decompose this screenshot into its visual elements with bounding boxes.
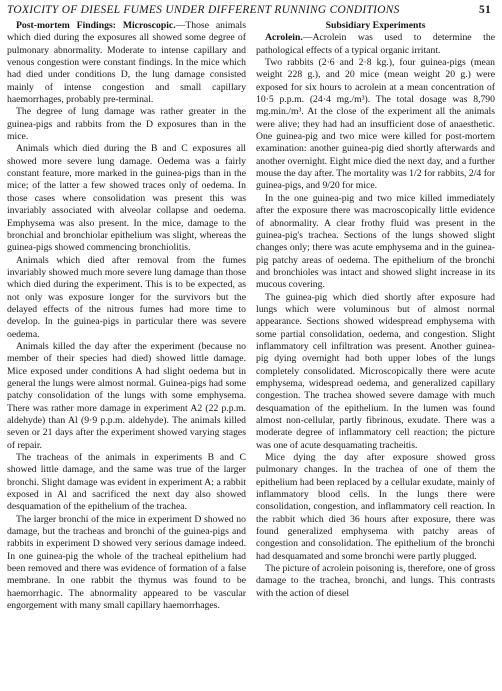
paragraph: The larger bronchi of the mice in experiment D showed no damage, but the tracheas and bronchi of the guinea-pigs and rabbits in experiment D showed very serious damage indeed. In one guinea-pig the whole of the tracheal epithelium had been removed and there was evidence of formation of a false membrane. In one rabbit the thymus was found to be haemorrhagic. The abnormality appeared to be vascular engorgement with many small capillary haemorrhages. <box>7 513 246 612</box>
paragraph: Animals which died during the B and C exposures all showed more severe lung damage. Oedema was a fairly constant feature, more marked in the guinea-pigs than in the mice; of the latter a few showed traces only of oedema. In those cases where consolidation was present this was invariably associated with alveolar collapse and oedema. Emphysema was also present. In the mice, damage to the bronchial and bronchiolar epithelium was slight, whereas the guinea-pigs showed commencing bronchiolitis. <box>7 143 246 254</box>
paragraph: The picture of acrolein poisoning is, therefore, one of gross damage to the trachea, bronchi, and lungs. This contrasts with the action of diesel <box>256 563 496 599</box>
acrolein-heading: Acrolein. <box>265 32 303 44</box>
paragraph <box>256 32 495 57</box>
running-head-title: TOXICITY OF DIESEL FUMES UNDER DIFFERENT RUNNING CONDITIONS <box>7 4 400 16</box>
text-columns <box>7 20 495 613</box>
paragraph: Animals killed the day after the experiment (because no member of their species had died) showed little damage. Mice exposed under conditions A had slight oedema but in general the lungs were almost normal. Guinea-pigs had some patchy consolidation of the lungs with some emphysema. There was rather more damage in experiment A2 (22 p.p.m. aldehyde) than Al (9·9 p.p.m. aldehyde). The animals killed seven or 21 days after the experiment showed varying stages of repair. <box>7 340 246 451</box>
left-column <box>7 20 246 613</box>
paragraph <box>7 20 246 106</box>
acrolein-lead-text: —Acrolein was used to determine the pathological effects of a typical organic irritant. <box>256 32 495 56</box>
right-column <box>256 20 495 613</box>
paragraph: The guinea-pig which died shortly after exposure had lungs which were voluminous but of almost normal appearance. Sections showed widespread emphysema with some partial consolidation, oedema, and congestion. Slight inflammatory cell infiltration was present. Another guinea-pig dying overnight had both upper lobes of the lungs completely consolidated. Microscopically there were acute emphysema, widespread oedema, and generalized capillary congestion. The trachea showed severe damage with much desquamation of the epithelium. In the lumen was found almost non-cellular, partly fibrinous, exudate. There was a moderate degree of inflammatory cell reaction; the picture was one of acute desquamating tracheitis. <box>256 291 495 451</box>
section-heading: Subsidiary Experiments <box>325 20 426 31</box>
post-mortem-heading: Post-mortem Findings: Microscopic. <box>16 20 176 31</box>
running-head <box>7 4 495 19</box>
paragraph: Mice dying the day after exposure showed gross pulmonary changes. In the trachea of one of them the epithelium had been replaced by a cellular exudate, mainly of inflammatory blood cells. In the lungs there were consolidation, congestion, and inflammatory cell reaction. In the rabbit which died 36 hours after exposure, there was found generalized emphysema with patchy areas of congestion and consolidation. The epithelium of the bronchi had desquamated and some bronchi were partly plugged. <box>256 452 495 562</box>
paragraph: The degree of lung damage was rather greater in the guinea-pigs and rabbits from the D exposures than in the mice. <box>7 106 246 143</box>
paragraph: Two rabbits (2·6 and 2·8 kg.), four guinea-pigs (mean weight 228 g.), and 20 mice (mean weight 20 g.) were exposed for six hours to acrolein at a mean concentration of 10·5 p.p.m. (24·4 mg./m³). The total dosage was 8,790 mg.min./m³. At the close of the experiment all the animals were alive; they had had an insufficient dose of anaesthetic. One guinea-pig and two mice were killed for post-mortem examination: another guinea-pig died shortly afterwards and another overnight. Eight mice died the next day, and a further mouse the day after. The mortality was 1/2 for rabbits, 2/4 for guinea-pigs, and 9/20 for mice. <box>256 57 495 192</box>
paragraph: The tracheas of the animals in experiments B and C showed little damage, and the same was true of the larger bronchi. Slight damage was evident in experiment A; a rabbit exposed in Al and sacrificed the next day also showed desquamation of the epithelium of the trachea. <box>7 452 246 513</box>
paragraph: Animals which died after removal from the fumes invariably showed much more severe lung damage than those which died during the experiment. This is to be expected, as not only was exposure longer for the survivors but the delayed effects of the nitrous fumes had more time to develop. In the guinea-pigs in particular there was severe oedema. <box>7 254 246 340</box>
page-number: 51 <box>479 4 491 16</box>
post-mortem-lead-text: —Those animals which died during the exposures all showed some degree of pulmonary abnormality. Moderate to intense capillary and venous congestion were constant findings. In the mice which had died under conditions D, the lung damage consisted mainly of intense congestion and small capillary haemorrhages, probably pre-terminal. <box>7 20 246 106</box>
paragraph: In the one guinea-pig and two mice killed immediately after the exposure there was macroscopically little evidence of abnormality. A clear frothy fluid was present in the guinea-pig's trachea. Sections of the lungs showed slight changes only; there was acute emphysema and in the guinea-pig patchy areas of oedema. The epithelium of the bronchi and bronchioles was intact and showed slight increase in its mucous covering. <box>256 192 495 291</box>
